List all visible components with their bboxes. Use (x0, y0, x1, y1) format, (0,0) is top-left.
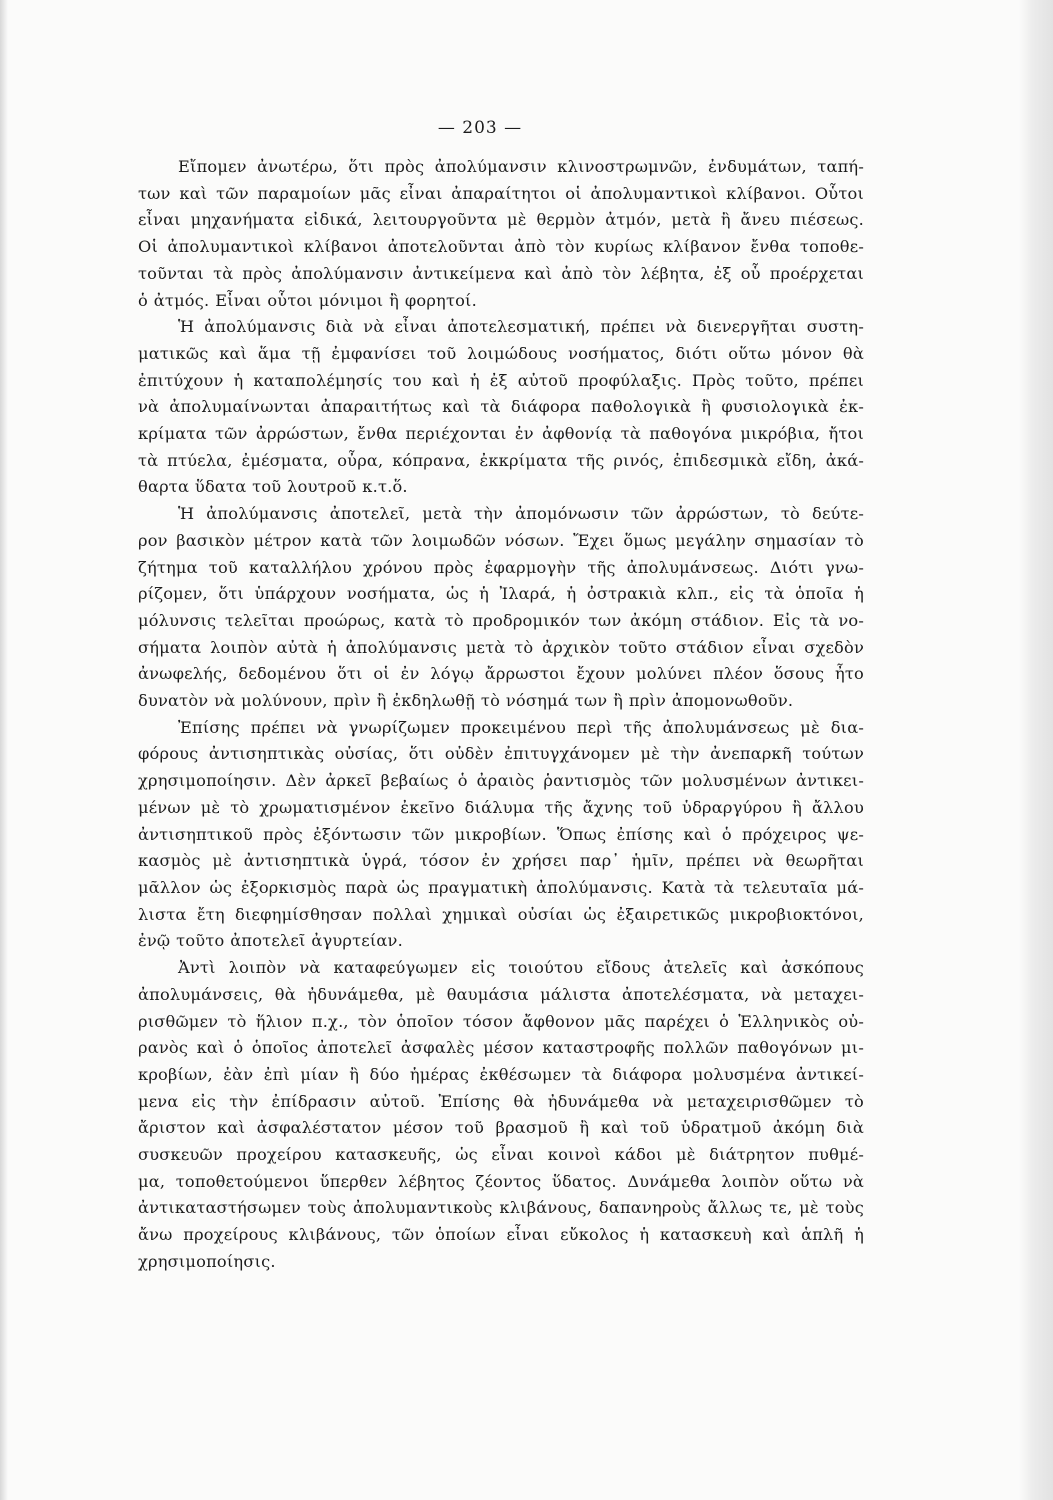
paragraph (138, 715, 864, 955)
text-line: νὰ ἀπολυμαίνωνται ἀπαραιτήτως καὶ τὰ διάφορα παθολογικὰ ἢ φυσιολογικὰ ἐκ- (138, 397, 864, 417)
page-number: — 203 — (437, 118, 523, 138)
text-line: σήματα λοιπὸν αὐτὰ ἡ ἀπολύμανσις μετὰ τὸ ἀρχικὸν τοῦτο στάδιον εἶναι σχεδὸν (138, 637, 864, 657)
text-line: ἀπολυμάνσεις, θὰ ἠδυνάμεθα, μὲ θαυμάσια μάλιστα ἀποτελέσματα, νὰ μεταχει- (138, 984, 864, 1004)
text-line: ἄριστον καὶ ἀσφαλέστατον μέσον τοῦ βρασμοῦ ἢ καὶ τοῦ ὑδρατμοῦ ἀκόμη διὰ (138, 1118, 864, 1138)
text-line: ματικῶς καὶ ἅμα τῇ ἐμφανίσει τοῦ λοιμώδους νοσήματος, διότι οὕτω μόνον θὰ (138, 343, 864, 363)
text-line: ζήτημα τοῦ καταλλήλου χρόνου πρὸς ἐφαρμογὴν τῆς ἀπολυμάνσεως. Διότι γνω- (138, 557, 864, 577)
text-line: ἀνωφελής, δεδομένου ὅτι οἱ ἐν λόγῳ ἄρρωστοι ἔχουν μολύνει πλέον ὅσους ἦτο (138, 664, 864, 684)
text-line: Οἱ ἀπολυμαντικοὶ κλίβανοι ἀποτελοῦνται ἀπὸ τὸν κυρίως κλίβανον ἔνθα τοποθε- (138, 237, 864, 257)
text-line: Ἡ ἀπολύμανσις ἀποτελεῖ, μετὰ τὴν ἀπομόνωσιν τῶν ἀρρώστων, τὸ δεύτε- (178, 504, 864, 524)
text-line: ἀντισηπτικοῦ πρὸς ἐξόντωσιν τῶν μικροβίων. Ὅπως ἐπίσης καὶ ὁ πρόχειρος ψε- (138, 824, 864, 844)
text-line: φόρους ἀντισηπτικὰς οὐσίας, ὅτι οὐδὲν ἐπιτυγχάνομεν μὲ τὴν ἀνεπαρκῆ τούτων (138, 744, 864, 764)
text-line: τοῦνται τὰ πρὸς ἀπολύμανσιν ἀντικείμενα καὶ ἀπὸ τὸν λέβητα, ἐξ οὗ προέρχεται (138, 263, 864, 283)
text-line: Ἡ ἀπολύμανσις διὰ νὰ εἶναι ἀποτελεσματική, πρέπει νὰ διενεργῆται συστη- (178, 317, 864, 337)
text-line: κασμὸς μὲ ἀντισηπτικὰ ὑγρά, τόσον ἐν χρήσει παρ᾽ ἡμῖν, πρέπει νὰ θεωρῆται (138, 851, 864, 871)
text-line: κροβίων, ἐὰν ἐπὶ μίαν ἢ δύο ἡμέρας ἐκθέσωμεν τὰ διάφορα μολυσμένα ἀντικεί- (138, 1064, 864, 1084)
text-line: χρησιμοποίησιν. Δὲν ἀρκεῖ βεβαίως ὁ ἀραιὸς ῥαντισμὸς τῶν μολυσμένων ἀντικει- (138, 771, 864, 791)
text-line: λιστα ἔτη διεφημίσθησαν πολλαὶ χημικαὶ οὐσίαι ὡς ἐξαιρετικῶς μικροβιοκτόνοι, (138, 904, 864, 924)
text-line: τὰ πτύελα, ἐμέσματα, οὖρα, κόπρανα, ἐκκρίματα τῆς ρινός, ἐπιδεσμικὰ εἴδη, ἀκά- (138, 450, 864, 470)
text-line: ἄνω προχείρους κλιβάνους, τῶν ὁποίων εἶναι εὔκολος ἡ κατασκευὴ καὶ ἁπλῆ ἡ (138, 1225, 864, 1245)
text-line: χρησιμοποίησις. (138, 1251, 276, 1271)
text-line: θαρτα ὕδατα τοῦ λουτροῦ κ.τ.ὅ. (138, 477, 408, 497)
text-line: ἐνῷ τοῦτο ἀποτελεῖ ἀγυρτείαν. (138, 931, 403, 951)
text-line: δυνατὸν νὰ μολύνουν, πρὶν ἢ ἐκδηλωθῇ τὸ νόσημά των ἢ πρὶν ἀπομονωθοῦν. (138, 691, 794, 711)
text-line: μενα εἰς τὴν ἐπίδρασιν αὐτοῦ. Ἐπίσης θὰ ἠδυνάμεθα νὰ μεταχειρισθῶμεν τὸ (138, 1091, 864, 1111)
text-line: Ἀντὶ λοιπὸν νὰ καταφεύγωμεν εἰς τοιούτου εἴδους ἀτελεῖς καὶ ἀσκόπους (178, 958, 864, 978)
page-right-edge-shadow (1019, 0, 1053, 1500)
page-left-edge-shadow (0, 0, 8, 1500)
text-line: μόλυνσις τελεῖται προώρως, κατὰ τὸ προδρομικόν των ἀκόμη στάδιον. Εἰς τὰ νο- (138, 610, 864, 630)
text-line: ἐπιτύχουν ἡ καταπολέμησίς του καὶ ἡ ἐξ αὐτοῦ προφύλαξις. Πρὸς τοῦτο, πρέπει (138, 370, 864, 390)
text-line: Ἐπίσης πρέπει νὰ γνωρίζωμεν προκειμένου περὶ τῆς ἀπολυμάνσεως μὲ δια- (178, 717, 864, 737)
text-line: ἀντικαταστήσωμεν τοὺς ἀπολυμαντικοὺς κλιβάνους, δαπανηροὺς ἄλλως τε, μὲ τοὺς (138, 1198, 864, 1218)
text-line: μένων μὲ τὸ χρωματισμένον ἐκεῖνο διάλυμα τῆς ἄχνης τοῦ ὑδραργύρου ἢ ἄλλου (138, 797, 864, 817)
paragraph (138, 955, 864, 1275)
text-line: μα, τοποθετούμενοι ὕπερθεν λέβητος ζέοντος ὕδατος. Δυνάμεθα λοιπὸν οὕτω νὰ (138, 1171, 864, 1191)
text-line: μᾶλλον ὡς ἐξορκισμὸς παρὰ ὡς πραγματικὴ ἀπολύμανσις. Κατὰ τὰ τελευταῖα μά- (138, 877, 864, 897)
text-line: κρίματα τῶν ἀρρώστων, ἔνθα περιέχονται ἐν ἀφθονίᾳ τὰ παθογόνα μικρόβια, ἤτοι (138, 424, 864, 444)
paragraph (138, 314, 864, 501)
text-line: συσκευῶν προχείρου κατασκευῆς, ὡς εἶναι κοινοὶ κάδοι μὲ διάτρητον πυθμέ- (138, 1145, 864, 1165)
paragraph (138, 501, 864, 715)
text-line: ρανὸς καὶ ὁ ὁποῖος ἀποτελεῖ ἀσφαλὲς μέσον καταστροφῆς πολλῶν παθογόνων μι- (138, 1038, 864, 1058)
text-line: ρον βασικὸν μέτρον κατὰ τῶν λοιμωδῶν νόσων. Ἔχει ὅμως μεγάλην σημασίαν τὸ (138, 530, 864, 550)
text-line: εἶναι μηχανήματα εἰδικά, λειτουργοῦντα μὲ θερμὸν ἀτμόν, μετὰ ἢ ἄνευ πιέσεως. (138, 210, 864, 230)
body-text (138, 154, 864, 1276)
text-line: ρίζομεν, ὅτι ὑπάρχουν νοσήματα, ὡς ἡ Ἰλαρά, ἡ ὀστρακιὰ κλπ., εἰς τὰ ὁποῖα ἡ (138, 584, 864, 604)
text-line: των καὶ τῶν παραμοίων μᾶς εἶναι ἀπαραίτητοι οἱ ἀπολυμαντικοὶ κλίβανοι. Οὗτοι (138, 183, 864, 203)
paragraph (138, 154, 864, 314)
text-line: Εἴπομεν ἀνωτέρω, ὅτι πρὸς ἀπολύμανσιν κλινοστρωμνῶν, ἐνδυμάτων, ταπή- (178, 157, 864, 176)
text-line: ὁ ἀτμός. Εἶναι οὗτοι μόνιμοι ἢ φορητοί. (138, 290, 477, 310)
text-line: ρισθῶμεν τὸ ἥλιον π.χ., τὸν ὁποῖον τόσον ἄφθονον μᾶς παρέχει ὁ Ἑλληνικὸς οὐ- (138, 1011, 864, 1031)
